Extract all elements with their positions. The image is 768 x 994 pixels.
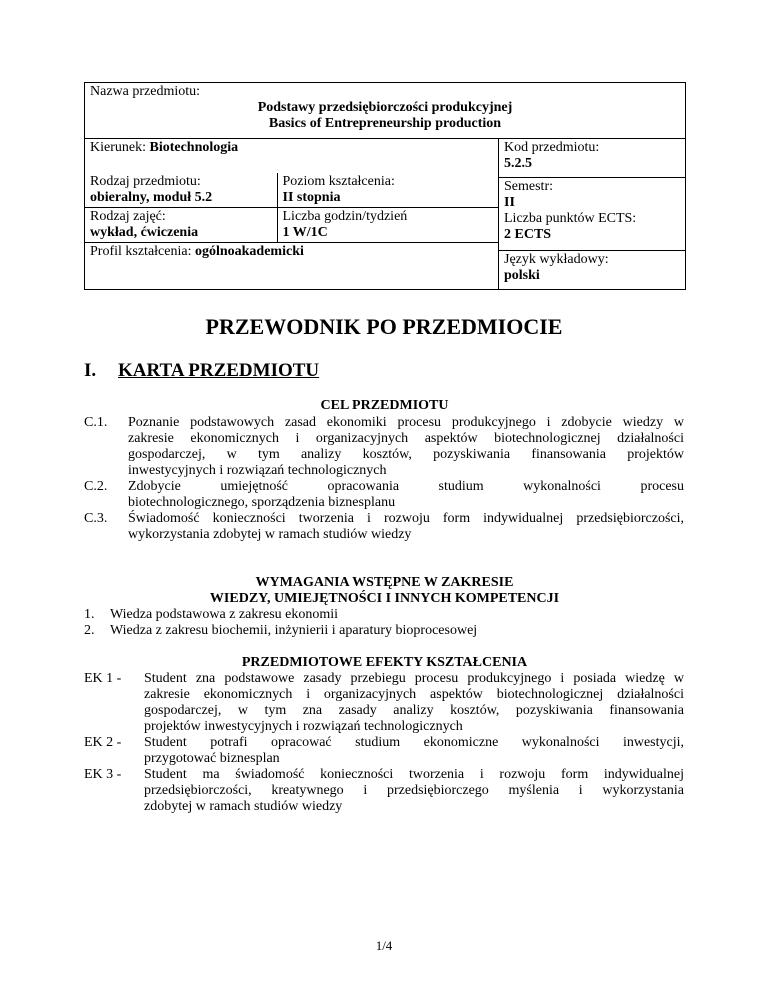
goal-line: Poznanie podstawowych zasad ekonomiki procesu produkcyjnego i zdobycie wiedzy w xyxy=(128,415,684,430)
outcome-line: Student ma świadomość konieczności tworzenia i rozwoju form indywidualnej xyxy=(144,767,684,782)
outcome-label: EK 3 - xyxy=(84,767,122,782)
requirement-text: Wiedza podstawowa z zakresu ekonomii xyxy=(110,607,339,622)
classes-label: Rodzaj zajęć: xyxy=(90,209,166,224)
outcome-line: Student potrafi opracować studium ekonomiczne wykonalności inwestycji, xyxy=(144,735,684,750)
goal-label: C.2. xyxy=(84,479,108,494)
direction-value: Biotechnologia xyxy=(149,140,239,155)
level-value: II stopnia xyxy=(282,190,341,205)
type-label: Rodzaj przedmiotu: xyxy=(90,174,201,189)
document-title: PRZEWODNIK PO PRZEDMIOCIE xyxy=(205,314,563,339)
type-cell xyxy=(85,173,277,208)
requirement-item xyxy=(84,607,338,623)
requirements-heading-2: WIEDZY, UMIEJĘTNOŚCI I INNYCH KOMPETENCJI xyxy=(209,591,560,606)
code-label: Kod przedmiotu: xyxy=(504,140,600,155)
requirements-heading-1: WYMAGANIA WSTĘPNE W ZAKRESIE xyxy=(255,575,514,590)
requirement-item xyxy=(84,623,477,639)
inner-info-table xyxy=(85,173,498,289)
code-value: 5.2.5 xyxy=(504,156,532,171)
outcome-line: gospodarczej, w tym zna zasady analizy kosztów, pozyskiwania finansowania xyxy=(144,703,684,718)
goal-line: wykorzystania zdobytej w ramach studiów wiedzy xyxy=(128,527,412,542)
semester-label: Semestr: xyxy=(504,178,553,194)
type-value: obieralny, moduł 5.2 xyxy=(90,190,213,205)
classes-value: wykład, ćwiczenia xyxy=(90,225,199,240)
goal-line: zakresie ekonomicznych i organizacyjnych aspektów biotechnologicznej działalności xyxy=(128,431,684,446)
language-cell xyxy=(499,251,686,290)
goal-line: gospodarczej, w tym analizy kosztów, pozyskiwania finansowania projektów xyxy=(128,447,684,462)
profile-label: Profil kształcenia: xyxy=(90,244,195,259)
course-info-table xyxy=(84,82,686,290)
subject-name-pl: Podstawy przedsiębiorczości produkcyjnej xyxy=(257,100,513,115)
page-number: 1/4 xyxy=(375,938,393,953)
goal-item xyxy=(84,479,684,511)
outcome-line: Student zna podstawowe zasady przebiegu procesu produkcyjnego i posiada wiedzę w xyxy=(144,671,684,686)
goal-label: C.3. xyxy=(84,511,108,526)
requirement-number: 2. xyxy=(84,623,95,638)
goal-line: inwestycyjnych i rozwiązań technologicznych xyxy=(128,463,387,478)
level-label: Poziom kształcenia: xyxy=(282,174,395,189)
outcome-line: przygotować biznesplan xyxy=(144,751,280,766)
goal-label: C.1. xyxy=(84,415,108,430)
requirement-number: 1. xyxy=(84,607,95,622)
outcome-item xyxy=(84,671,684,735)
subject-label: Nazwa przedmiotu: xyxy=(90,84,201,99)
goal-line: Świadomość konieczności tworzenia i rozwoju form indywidualnej przedsiębiorczości, xyxy=(128,511,684,526)
language-value: polski xyxy=(504,268,540,284)
language-label: Język wykładowy: xyxy=(504,252,609,268)
goals-heading: CEL PRZEDMIOTU xyxy=(320,398,449,413)
left-info-block xyxy=(85,139,499,290)
goal-line: biotechnologicznego, sporządzenia biznesplanu xyxy=(128,495,396,510)
goal-line: Zdobycie umiejętność opracowania studium wykonalności procesu xyxy=(128,479,684,494)
code-cell xyxy=(499,139,686,178)
ects-label: Liczba punktów ECTS: xyxy=(504,210,637,226)
profile-value: ogólnoakademicki xyxy=(194,244,304,259)
requirement-text: Wiedza z zakresu biochemii, inżynierii i aparatury bioprocesowej xyxy=(110,623,478,638)
outcome-line: przedsiębiorczości, kreatywnego i przedsiębiorczego myślenia i wykorzystania xyxy=(144,783,684,798)
outcome-line: projektów inwestycyjnych i rozwiązań technologicznych xyxy=(144,719,463,734)
outcome-line: zdobytej w ramach studiów wiedzy xyxy=(144,799,343,814)
subject-name-cell xyxy=(85,83,686,139)
hours-value: 1 W/1C xyxy=(282,225,328,240)
profile-cell xyxy=(85,243,498,290)
section-title: KARTA PRZEDMIOTU xyxy=(118,360,320,381)
direction-cell xyxy=(85,139,498,173)
level-cell xyxy=(277,173,498,208)
semester-cell xyxy=(499,177,686,251)
section-number: I. xyxy=(84,360,97,381)
outcome-line: zakresie ekonomicznych i organizacyjnych aspektów biotechnologicznej działalności xyxy=(144,687,684,702)
subject-name-en: Basics of Entrepreneurship production xyxy=(268,116,502,131)
outcome-item xyxy=(84,767,684,815)
ects-value: 2 ECTS xyxy=(504,226,552,242)
direction-label: Kierunek: xyxy=(90,140,150,155)
outcome-item xyxy=(84,735,684,767)
section-heading xyxy=(84,360,319,382)
outcomes-heading: PRZEDMIOTOWE EFEKTY KSZTAŁCENIA xyxy=(241,655,528,670)
goal-item xyxy=(84,511,684,543)
classes-cell xyxy=(85,208,277,243)
semester-value: II xyxy=(504,194,515,210)
hours-cell xyxy=(277,208,498,243)
goal-item xyxy=(84,415,684,479)
hours-label: Liczba godzin/tydzień xyxy=(282,209,408,224)
outcome-label: EK 2 - xyxy=(84,735,122,750)
outcome-label: EK 1 - xyxy=(84,671,122,686)
